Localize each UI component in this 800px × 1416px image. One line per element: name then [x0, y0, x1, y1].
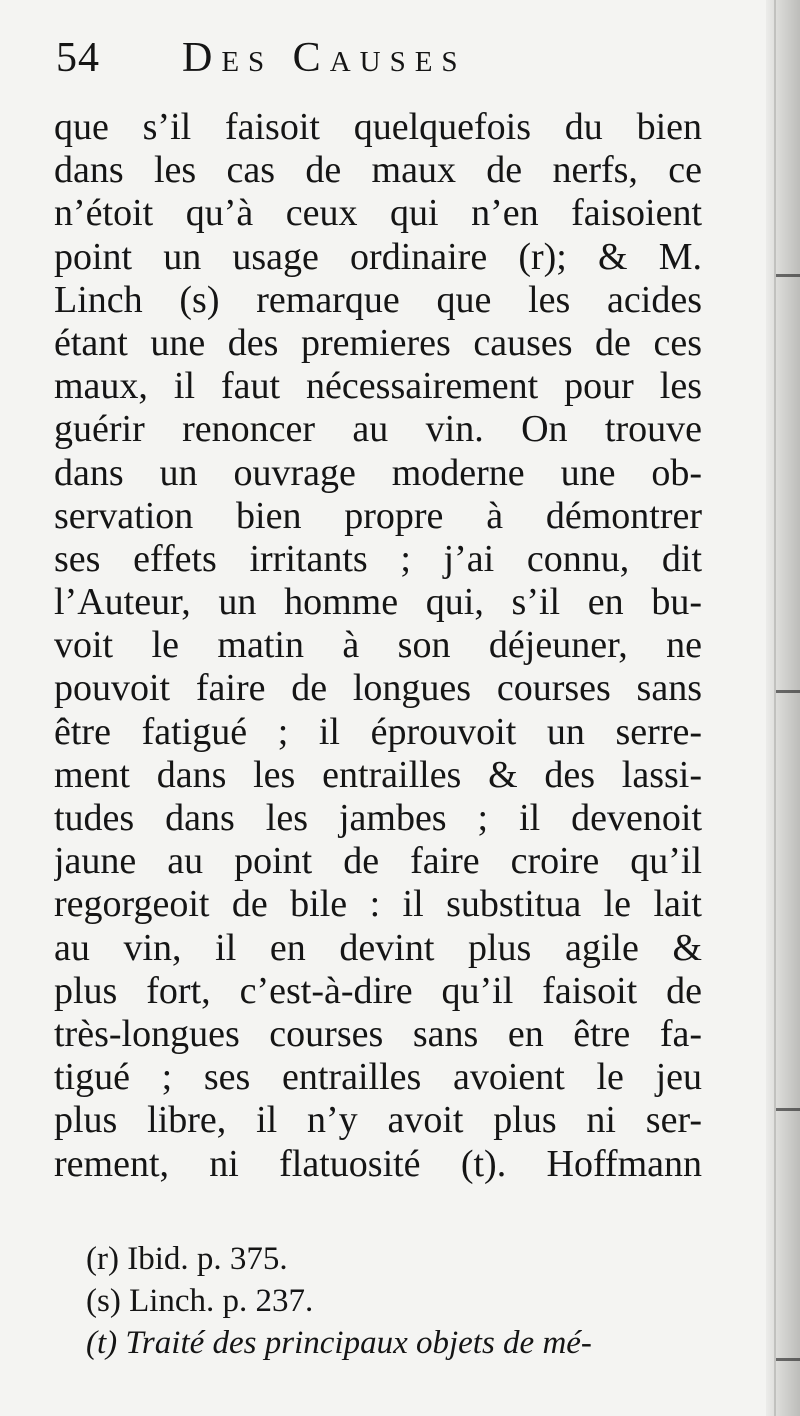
footnote: (t) Traité des principaux objets de mé-	[86, 1325, 592, 1361]
text-line: étant une des premieres causes de ces	[54, 321, 702, 364]
text-line: dans un ouvrage moderne une ob-	[54, 451, 702, 494]
page-tab-mark	[776, 1358, 800, 1361]
text-line: point un usage ordinaire (r); & M.	[54, 235, 702, 278]
text-line: que s’il faisoit quelquefois du bien	[54, 106, 702, 148]
text-line: l’Auteur, un homme qui, s’il en bu-	[54, 581, 702, 624]
text-line: jaune au point de faire croire qu’il	[54, 840, 702, 883]
text-line: tudes dans les jambes ; il devenoit	[54, 797, 702, 839]
text-line: ses effets irritants ; j’ai connu, dit	[54, 537, 702, 580]
text-line: ment dans les entrailles & des lassi-	[54, 753, 702, 796]
page-tab-mark	[776, 274, 800, 277]
text-line: n’étoit qu’à ceux qui n’en faisoient	[54, 192, 702, 235]
page-gutter-line	[774, 0, 776, 1416]
text-line: tigué ; ses entrailles avoient le jeu	[54, 1056, 702, 1099]
text-line: très-longues courses sans en être fa-	[54, 1012, 702, 1055]
text-line: rement, ni flatuosité (t). Hoffmann	[54, 1142, 702, 1185]
footnote: (s) Linch. p. 237.	[86, 1283, 314, 1319]
text-line: servation bien propre à démontrer	[54, 494, 702, 537]
page-title: Des Causes	[182, 35, 467, 81]
page-edge-shadow	[766, 0, 800, 1416]
text-line: plus fort, c’est-à-dire qu’il faisoit de	[54, 969, 702, 1012]
text-line: voit le matin à son déjeuner, ne	[54, 624, 702, 667]
text-line: regorgeoit de bile : il substitua le lait	[54, 883, 702, 926]
page-number: 54	[56, 35, 100, 81]
body-text	[54, 106, 702, 1186]
text-line: dans les cas de maux de nerfs, ce	[54, 149, 702, 192]
text-line: Linch (s) remarque que les acides	[54, 278, 702, 321]
footnotes	[86, 1238, 696, 1364]
text-line: être fatigué ; il éprouvoit un serre-	[54, 710, 702, 753]
text-line: maux, il faut nécessairement pour les	[54, 365, 702, 408]
text-line: guérir renoncer au vin. On trouve	[54, 408, 702, 451]
text-line: plus libre, il n’y avoit plus ni ser-	[54, 1099, 702, 1142]
text-line: au vin, il en devint plus agile &	[54, 926, 702, 969]
text-line: pouvoit faire de longues courses sans	[54, 667, 702, 710]
footnote: (r) Ibid. p. 375.	[86, 1241, 288, 1277]
page-tab-mark	[776, 690, 800, 693]
page-tab-mark	[776, 1108, 800, 1111]
running-head	[56, 30, 696, 86]
